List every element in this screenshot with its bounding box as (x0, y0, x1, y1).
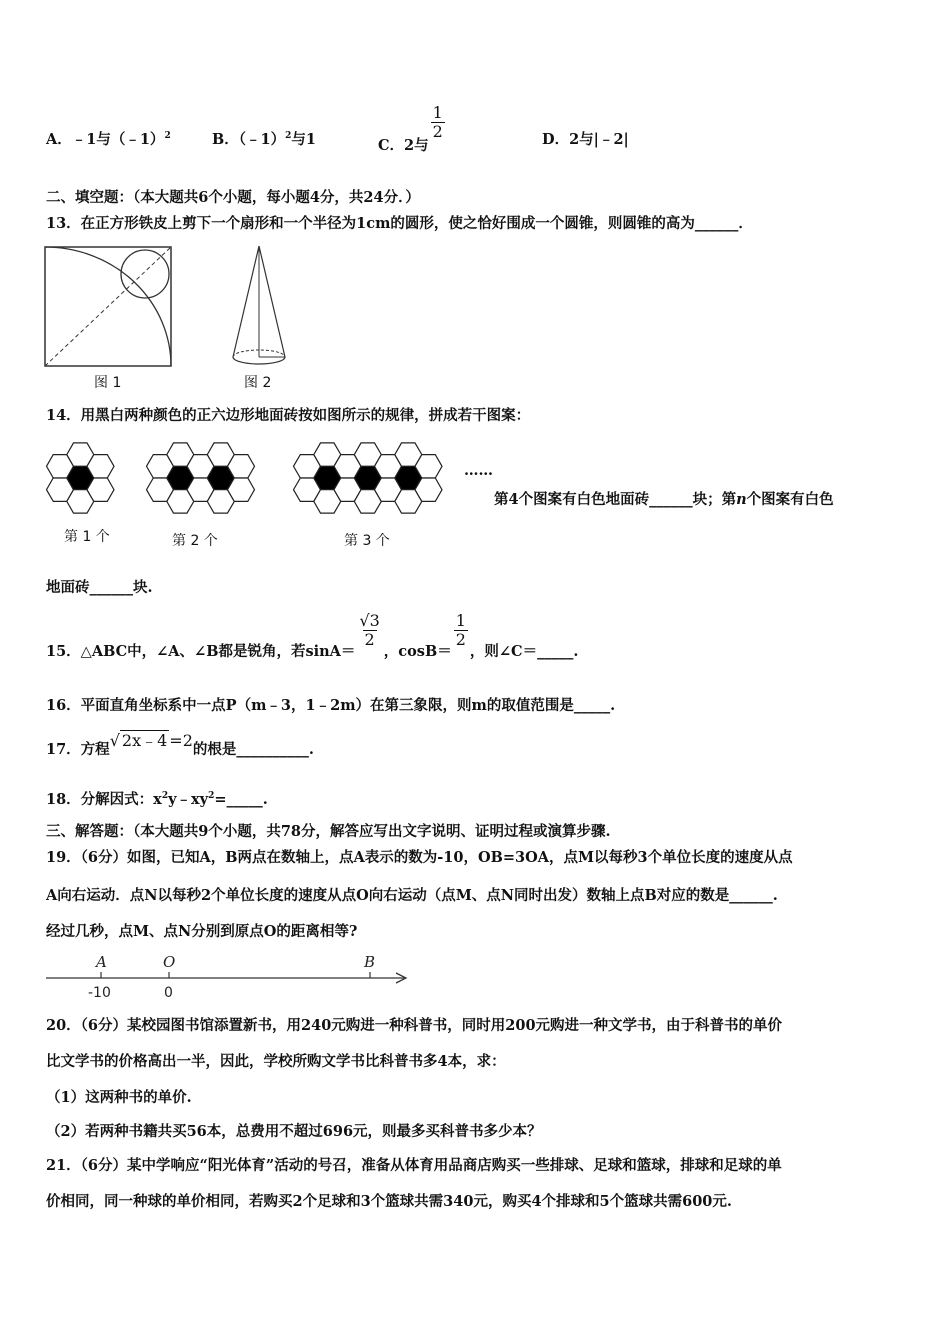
q20-sub1: （1）这两种书的单价. (46, 1089, 192, 1106)
label-b: B (364, 953, 376, 971)
small-circle (121, 250, 169, 298)
q16-text: 16．平面直角坐标系中一点P（m﹣3，1﹣2m）在第三象限，则m的取值范围是_____. (46, 697, 616, 714)
tick-label-a: -10 (88, 985, 111, 1001)
q17-text: 17．方程√ 2x﹣4 =2的根是__________. (46, 731, 314, 758)
diagonal-dashed (45, 247, 171, 366)
cone-right-edge (259, 246, 285, 357)
option-d: D．2与|﹣2| (542, 131, 629, 148)
q19-line3: 经过几秒，点M、点N分别到原点O的距离相等? (46, 923, 358, 940)
q21-line2: 价相同，同一种球的单价相同，若购买2个足球和3个篮球共需340元，购买4个排球和5个篮球共需600元. (46, 1193, 732, 1210)
q20-line2: 比文学书的价格高出一半，因此，学校所购文学书比科普书多4本，求： (46, 1053, 506, 1070)
hex-caption-1: 第 1 个 (64, 529, 110, 545)
q14-line3: 地面砖______块. (46, 579, 153, 596)
q14-line2: 第4个图案有白色地面砖______块；第n个图案有白色 (494, 491, 834, 508)
q21-line1: 21．（6分）某中学响应“阳光体育”活动的号召，准备从体育用品商店购买一些排球、足球和篮球，排球和足球的单 (46, 1157, 782, 1174)
hex-ellipsis: …… (464, 462, 493, 479)
q20-sub2: （2）若两种书籍共买56本，总费用不超过696元，则最多买科普书多少本？ (46, 1123, 542, 1140)
q15-text: 15．△ABC中，∠A、∠B都是锐角，若sinA＝ $\frac{√3}{2}$ ，cosB＝ $\frac{1}{2}$ ，则∠C＝_____. (46, 611, 579, 661)
fig2-caption: 图 2 (244, 375, 272, 391)
q14-text: 14．用黑白两种颜色的正六边形地面砖按如图所示的规律，拼成若干图案： (46, 407, 531, 424)
section2-header: 二、填空题：（本大题共6个小题，每小题4分，共24分．） (46, 189, 420, 206)
q19-line2: A向右运动．点N以每秒2个单位长度的速度从点O向右运动（点M、点N同时出发）数轴上点B对应的数是______. (46, 887, 778, 904)
section3-header: 三、解答题：（本大题共9个小题，共78分，解答应写出文字说明、证明过程或演算步骤. (46, 823, 611, 840)
q14-hexagon-figures (0, 440, 470, 520)
q20-line1: 20．（6分）某校园图书馆添置新书，用240元购进一种科普书，同时用200元购进一种文学书，由于科普书的单价 (46, 1017, 783, 1034)
cone-base-front (233, 357, 285, 364)
option-a: A．﹣1与（﹣1）$^2$ (46, 131, 171, 148)
q13-text: 13．在正方形铁皮上剪下一个扇形和一个半径为1cm的圆形，使之恰好围成一个圆锥，则圆锥的高为______． (46, 215, 753, 232)
q18-text: 18．分解因式：$x^2y﹣xy^2=\_\_\_\_\_$. (46, 791, 268, 808)
option-b: B．（﹣1）$^2$与1 (212, 131, 316, 148)
label-o: O (163, 953, 176, 971)
number-line (44, 950, 414, 1005)
cone-left-edge (233, 246, 259, 357)
q13-figure2 (230, 244, 290, 370)
option-c: C．2与 $\frac{1}{2}$ (378, 103, 443, 155)
fig1-caption: 图 1 (94, 375, 122, 391)
q13-figure1 (44, 246, 174, 368)
tick-label-o: 0 (164, 985, 173, 1001)
q19-line1: 19．（6分）如图，已知A，B两点在数轴上，点A表示的数为-10，OB=3OA，点M以每秒3个单位长度的速度从点 (46, 849, 793, 866)
label-a: A (96, 953, 107, 971)
hex-caption-2: 第 2 个 (172, 533, 218, 549)
hex-caption-3: 第 3 个 (344, 533, 390, 549)
